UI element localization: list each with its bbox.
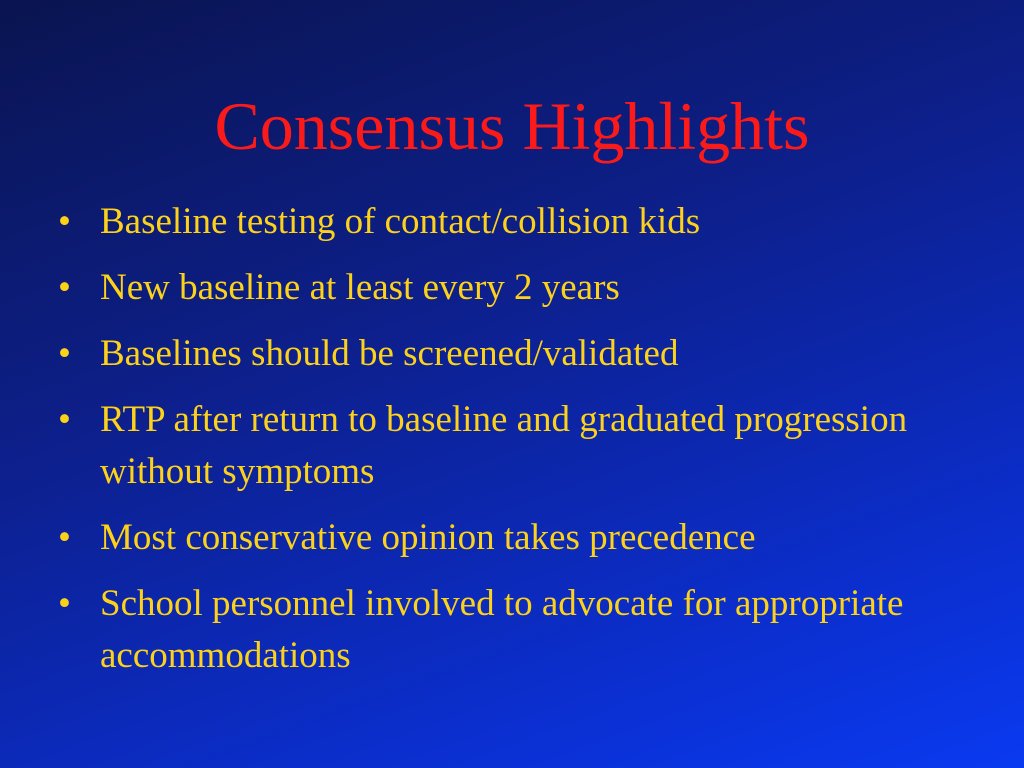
bullet-icon: • xyxy=(58,267,71,308)
bullet-text: Most conservative opinion takes precedence xyxy=(100,517,756,558)
bullet-item xyxy=(58,262,978,314)
bullet-text: RTP after return to baseline and graduated progression without symptoms xyxy=(100,399,908,492)
bullet-item xyxy=(58,512,978,564)
bullet-icon: • xyxy=(58,583,71,624)
bullet-text: Baselines should be screened/validated xyxy=(100,333,679,374)
bullet-icon: • xyxy=(58,399,71,440)
bullet-item xyxy=(58,578,978,682)
bullet-icon: • xyxy=(58,201,71,242)
bullet-item xyxy=(58,196,978,248)
bullet-item xyxy=(58,328,978,380)
bullet-text: New baseline at least every 2 years xyxy=(100,267,620,308)
bullet-icon: • xyxy=(58,333,71,374)
bullet-text: School personnel involved to advocate for appropriate accommodations xyxy=(100,583,904,676)
bullet-text: Baseline testing of contact/collision kids xyxy=(100,201,701,242)
bullet-item xyxy=(58,394,978,498)
bullet-icon: • xyxy=(58,517,71,558)
bullet-list xyxy=(58,196,978,696)
slide-title: Consensus Highlights xyxy=(214,88,810,164)
